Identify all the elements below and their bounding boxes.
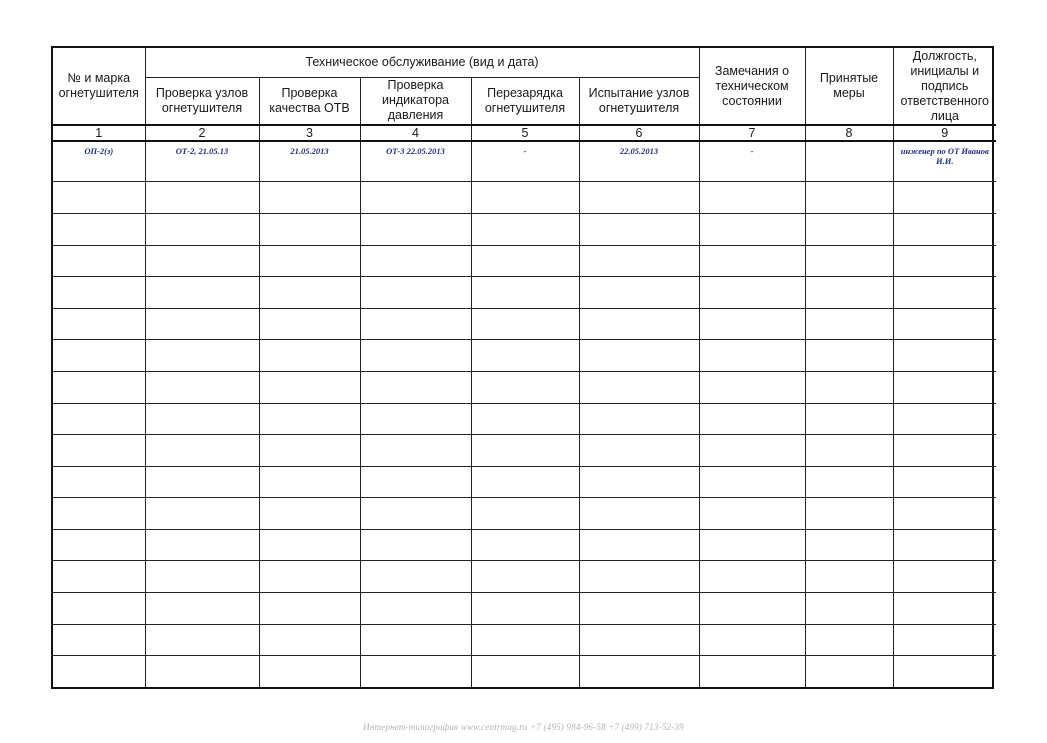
table-cell[interactable] xyxy=(471,340,579,372)
column-number: 2 xyxy=(145,125,259,140)
table-cell[interactable] xyxy=(893,561,996,593)
table-row xyxy=(53,624,996,656)
table-cell[interactable] xyxy=(699,466,805,498)
table-cell[interactable] xyxy=(259,214,360,246)
table-cell[interactable] xyxy=(893,340,996,372)
table-cell[interactable] xyxy=(145,182,259,214)
table-cell[interactable] xyxy=(471,561,579,593)
table-cell[interactable] xyxy=(699,340,805,372)
table-cell[interactable] xyxy=(471,182,579,214)
table-cell[interactable] xyxy=(53,435,145,467)
table-cell[interactable] xyxy=(893,308,996,340)
table-cell[interactable] xyxy=(805,656,893,687)
table-cell[interactable] xyxy=(53,529,145,561)
table-cell[interactable] xyxy=(145,245,259,277)
table-cell[interactable] xyxy=(53,656,145,687)
table-cell[interactable]: - xyxy=(699,141,805,182)
table-cell[interactable] xyxy=(893,498,996,530)
table-cell[interactable] xyxy=(893,214,996,246)
table-cell[interactable] xyxy=(360,656,471,687)
table-cell[interactable] xyxy=(145,529,259,561)
table-cell[interactable] xyxy=(805,371,893,403)
table-cell[interactable] xyxy=(259,308,360,340)
table-cell[interactable] xyxy=(579,371,699,403)
table-cell[interactable] xyxy=(360,245,471,277)
table-cell[interactable] xyxy=(471,277,579,309)
table-cell[interactable] xyxy=(805,624,893,656)
column-number: 1 xyxy=(53,125,145,140)
table-cell[interactable] xyxy=(805,435,893,467)
table-cell[interactable] xyxy=(53,498,145,530)
table-cell[interactable] xyxy=(145,656,259,687)
table-cell[interactable] xyxy=(145,435,259,467)
table-cell[interactable] xyxy=(471,529,579,561)
table-cell[interactable] xyxy=(360,498,471,530)
log-table-frame xyxy=(51,46,994,689)
table-row xyxy=(53,277,996,309)
table-cell[interactable] xyxy=(53,593,145,625)
table-row xyxy=(53,435,996,467)
table-cell[interactable] xyxy=(360,466,471,498)
table-cell[interactable] xyxy=(805,308,893,340)
table-cell[interactable] xyxy=(53,277,145,309)
column-number-row xyxy=(53,125,996,140)
table-cell[interactable] xyxy=(579,403,699,435)
table-cell[interactable] xyxy=(259,182,360,214)
table-cell[interactable] xyxy=(579,498,699,530)
header-check-agent-quality: Проверка качества ОТВ xyxy=(259,77,360,125)
table-cell[interactable]: - xyxy=(471,141,579,182)
table-cell[interactable] xyxy=(145,561,259,593)
table-cell[interactable] xyxy=(53,245,145,277)
table-cell[interactable] xyxy=(699,624,805,656)
table-cell[interactable] xyxy=(360,529,471,561)
table-cell[interactable] xyxy=(805,340,893,372)
table-cell[interactable] xyxy=(145,371,259,403)
table-cell[interactable] xyxy=(699,182,805,214)
table-cell[interactable] xyxy=(53,182,145,214)
table-cell[interactable] xyxy=(579,624,699,656)
table-cell[interactable] xyxy=(53,624,145,656)
table-cell[interactable] xyxy=(360,308,471,340)
sample-entry-row xyxy=(53,141,996,182)
table-cell[interactable] xyxy=(579,529,699,561)
table-cell[interactable] xyxy=(471,371,579,403)
table-cell[interactable] xyxy=(259,245,360,277)
table-cell[interactable] xyxy=(145,214,259,246)
column-number: 9 xyxy=(893,125,996,140)
table-cell[interactable] xyxy=(805,245,893,277)
table-cell[interactable] xyxy=(360,435,471,467)
table-cell[interactable] xyxy=(360,214,471,246)
table-row xyxy=(53,656,996,687)
table-row xyxy=(53,561,996,593)
table-cell[interactable] xyxy=(893,371,996,403)
table-cell[interactable] xyxy=(360,624,471,656)
table-cell[interactable] xyxy=(805,498,893,530)
table-cell[interactable] xyxy=(805,182,893,214)
table-cell[interactable] xyxy=(699,371,805,403)
table-cell[interactable] xyxy=(471,624,579,656)
table-cell[interactable] xyxy=(699,656,805,687)
table-cell[interactable] xyxy=(259,624,360,656)
table-row xyxy=(53,182,996,214)
header-maintenance-group: Техническое обслуживание (вид и дата) xyxy=(145,48,699,77)
table-row xyxy=(53,403,996,435)
table-cell[interactable] xyxy=(805,529,893,561)
table-cell[interactable] xyxy=(471,656,579,687)
table-cell[interactable] xyxy=(805,561,893,593)
table-cell[interactable] xyxy=(805,593,893,625)
table-cell[interactable] xyxy=(579,656,699,687)
table-cell[interactable] xyxy=(699,561,805,593)
table-cell[interactable] xyxy=(699,529,805,561)
table-cell[interactable] xyxy=(259,435,360,467)
table-cell[interactable] xyxy=(360,340,471,372)
table-cell[interactable] xyxy=(53,214,145,246)
table-cell[interactable] xyxy=(805,277,893,309)
table-cell[interactable] xyxy=(360,403,471,435)
table-cell[interactable] xyxy=(699,308,805,340)
table-cell[interactable] xyxy=(360,371,471,403)
table-cell[interactable] xyxy=(145,277,259,309)
table-cell[interactable] xyxy=(259,277,360,309)
header-check-units: Проверка узлов огнетушителя xyxy=(145,77,259,125)
table-cell[interactable] xyxy=(360,593,471,625)
table-cell[interactable] xyxy=(259,529,360,561)
table-cell[interactable]: инженер по ОТ Иванов И.И. xyxy=(893,141,996,182)
header-extinguisher-number: № и марка огнетушителя xyxy=(53,48,145,125)
table-cell[interactable] xyxy=(471,403,579,435)
table-cell[interactable] xyxy=(145,624,259,656)
table-cell[interactable] xyxy=(893,435,996,467)
table-cell[interactable] xyxy=(805,403,893,435)
table-row xyxy=(53,308,996,340)
table-cell[interactable] xyxy=(259,340,360,372)
table-cell[interactable] xyxy=(471,214,579,246)
table-cell[interactable] xyxy=(579,214,699,246)
column-number: 3 xyxy=(259,125,360,140)
table-cell[interactable] xyxy=(145,403,259,435)
header-responsible-person: Должгость, инициалы и подпись ответственного лица xyxy=(893,48,996,125)
column-number: 5 xyxy=(471,125,579,140)
header-recharge: Перезарядка огнетушителя xyxy=(471,77,579,125)
table-cell[interactable] xyxy=(579,435,699,467)
table-cell[interactable] xyxy=(893,624,996,656)
table-cell[interactable] xyxy=(893,182,996,214)
table-row xyxy=(53,593,996,625)
table-cell[interactable] xyxy=(805,214,893,246)
printer-footer: Интернет-типография www.centrmag.ru +7 (495) 984-96-58 +7 (499) 713-52-39 xyxy=(363,722,684,732)
table-cell[interactable] xyxy=(579,466,699,498)
table-cell[interactable] xyxy=(579,182,699,214)
column-number: 8 xyxy=(805,125,893,140)
table-cell[interactable] xyxy=(259,561,360,593)
table-cell[interactable] xyxy=(579,593,699,625)
table-cell[interactable] xyxy=(805,141,893,182)
table-cell[interactable] xyxy=(699,593,805,625)
table-cell[interactable] xyxy=(259,656,360,687)
table-cell[interactable]: ОТ-2, 21.05.13 xyxy=(145,141,259,182)
table-cell[interactable] xyxy=(360,182,471,214)
table-cell[interactable] xyxy=(471,435,579,467)
column-number: 6 xyxy=(579,125,699,140)
table-cell[interactable] xyxy=(360,561,471,593)
table-cell[interactable] xyxy=(893,529,996,561)
table-cell[interactable] xyxy=(699,498,805,530)
table-row xyxy=(53,498,996,530)
table-cell[interactable] xyxy=(805,466,893,498)
table-cell[interactable] xyxy=(893,466,996,498)
table-cell[interactable] xyxy=(259,371,360,403)
table-cell[interactable] xyxy=(699,214,805,246)
table-row xyxy=(53,529,996,561)
table-cell[interactable] xyxy=(259,593,360,625)
header-unit-testing: Испытание узлов огнетушителя xyxy=(579,77,699,125)
table-row xyxy=(53,214,996,246)
table-cell[interactable] xyxy=(893,277,996,309)
table-cell[interactable] xyxy=(259,466,360,498)
table-cell[interactable] xyxy=(579,340,699,372)
table-cell[interactable] xyxy=(471,593,579,625)
table-cell[interactable]: 22.05.2013 xyxy=(579,141,699,182)
table-cell[interactable] xyxy=(699,245,805,277)
header-measures-taken: Принятые меры xyxy=(805,48,893,125)
table-cell[interactable] xyxy=(579,245,699,277)
column-number: 7 xyxy=(699,125,805,140)
table-cell[interactable] xyxy=(699,277,805,309)
table-cell[interactable] xyxy=(893,245,996,277)
table-cell[interactable] xyxy=(53,561,145,593)
table-cell[interactable] xyxy=(471,308,579,340)
table-cell[interactable] xyxy=(893,593,996,625)
table-cell[interactable] xyxy=(53,371,145,403)
column-number: 4 xyxy=(360,125,471,140)
table-cell[interactable] xyxy=(145,498,259,530)
table-cell[interactable] xyxy=(145,340,259,372)
table-cell[interactable] xyxy=(259,498,360,530)
table-cell[interactable] xyxy=(53,403,145,435)
header-check-pressure-indicator: Проверка индикатора давления xyxy=(360,77,471,125)
table-cell[interactable] xyxy=(579,561,699,593)
table-cell[interactable] xyxy=(579,277,699,309)
table-row xyxy=(53,371,996,403)
table-cell[interactable] xyxy=(579,308,699,340)
table-cell[interactable]: ОП-2(з) xyxy=(53,141,145,182)
table-cell[interactable] xyxy=(53,466,145,498)
table-cell[interactable] xyxy=(471,245,579,277)
table-cell[interactable] xyxy=(360,277,471,309)
table-cell[interactable]: ОТ-3 22.05.2013 xyxy=(360,141,471,182)
table-cell[interactable] xyxy=(893,656,996,687)
table-row xyxy=(53,466,996,498)
table-cell[interactable] xyxy=(53,308,145,340)
table-cell[interactable] xyxy=(53,340,145,372)
table-row xyxy=(53,245,996,277)
header-condition-remarks: Замечания о техническом состоянии xyxy=(699,48,805,125)
table-cell[interactable] xyxy=(145,308,259,340)
table-cell[interactable]: 21.05.2013 xyxy=(259,141,360,182)
table-cell[interactable] xyxy=(699,403,805,435)
table-cell[interactable] xyxy=(145,466,259,498)
fire-extinguisher-log-table xyxy=(53,48,996,687)
table-row xyxy=(53,340,996,372)
table-cell[interactable] xyxy=(893,403,996,435)
table-cell[interactable] xyxy=(699,435,805,467)
table-cell[interactable] xyxy=(471,498,579,530)
table-cell[interactable] xyxy=(145,593,259,625)
table-cell[interactable] xyxy=(471,466,579,498)
table-cell[interactable] xyxy=(259,403,360,435)
